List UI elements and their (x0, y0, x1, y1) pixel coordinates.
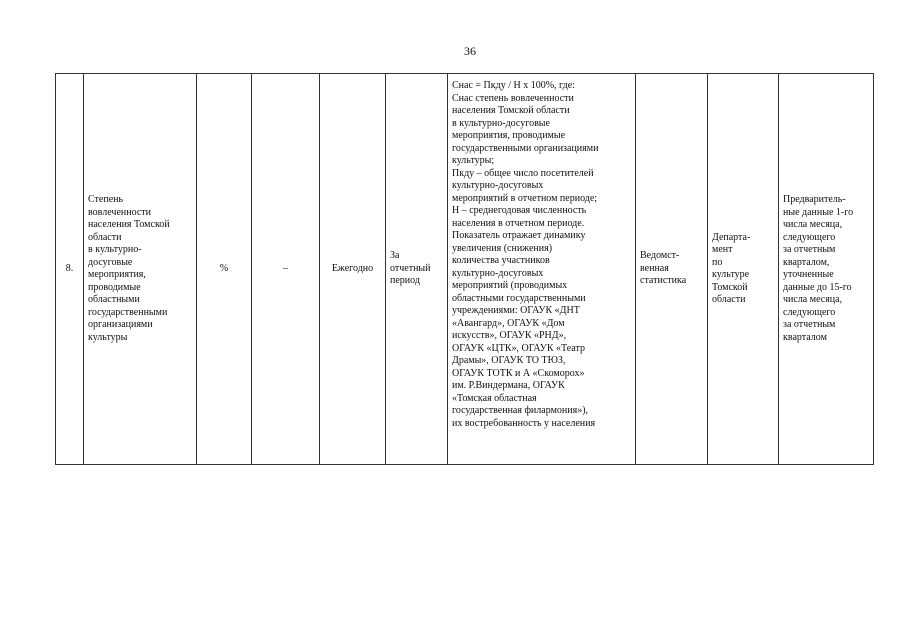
department-line: Департа- (712, 231, 751, 243)
responsible-department-cell (708, 74, 779, 465)
method-line: мероприятия, проводимые (452, 130, 566, 141)
frequency-value: Ежегодно (331, 262, 374, 274)
source-line: статистика (640, 275, 687, 287)
indicator-name-line: проводимые (88, 281, 141, 293)
method-line: в культурно-досуговые (452, 117, 550, 129)
department-line: по (712, 256, 723, 268)
source-line: венная (640, 262, 669, 274)
dash-value: – (283, 262, 288, 274)
method-line: мероприятий (проводимых (452, 280, 568, 291)
method-line: количества участников (452, 255, 550, 266)
method-line: Драмы», ОГАУК ТО ТЮЗ, (452, 355, 566, 366)
deadline-line: кварталом (783, 331, 827, 343)
frequency-cell (320, 74, 386, 465)
indicator-name-line: области (88, 231, 122, 243)
row-number-cell (56, 74, 84, 465)
deadline-cell (779, 74, 874, 465)
indicator-name-line: досуговые (88, 256, 133, 268)
method-line: Н – среднегодовая численность (452, 205, 587, 216)
deadline-line: следующего (783, 306, 836, 318)
indicator-name-line: культуры (88, 331, 128, 343)
period-cell (386, 74, 448, 465)
indicator-name-line: Степень (88, 194, 124, 205)
indicator-name-line: организациями (88, 319, 153, 330)
period-line: За (390, 250, 400, 262)
method-line: государственными организациями (452, 142, 599, 154)
unit-value: % (219, 262, 229, 274)
indicator-name-line: в культурно- (88, 244, 142, 255)
method-line: увеличения (снижения) (452, 242, 553, 254)
method-line: «Авангард», ОГАУК «Дом (452, 317, 565, 329)
method-line: культуры; (452, 155, 495, 166)
indicator-name-line: мероприятия, (88, 269, 146, 280)
method-line: учреждениями: ОГАУК «ДНТ (452, 305, 580, 316)
table-row (56, 74, 874, 465)
department-line: мент (712, 244, 733, 255)
deadline-line: следующего (783, 231, 836, 243)
deadline-line: числа месяца, (783, 294, 843, 305)
indicator-name-cell (84, 74, 197, 465)
method-line: культурно-досуговых (452, 180, 544, 191)
department-line: культуре (712, 269, 750, 280)
dash-cell (252, 74, 320, 465)
method-line: ОГАУК «ЦТК», ОГАУК «Театр (452, 342, 585, 354)
method-line: их востребованность у населения (452, 417, 596, 429)
indicator-name-line: государственными (88, 306, 168, 318)
deadline-line: за отчетным (783, 244, 836, 255)
deadline-line: данные до 15-го (783, 281, 852, 293)
method-line: им. Р.Виндермана, ОГАУК (452, 380, 565, 391)
method-line: населения Томской области (452, 105, 570, 116)
method-line: «Томская областная (452, 392, 537, 404)
department-line: области (712, 294, 746, 305)
indicator-name-line: областными (88, 294, 140, 305)
period-line: отчетный (390, 262, 431, 274)
method-line: Снас степень вовлеченности (452, 92, 574, 104)
method-line: областными государственными (452, 292, 586, 304)
deadline-line: за отчетным (783, 319, 836, 330)
method-line: мероприятий в отчетном периоде; (452, 192, 598, 204)
unit-cell (197, 74, 252, 465)
deadline-line: уточненные (783, 269, 834, 280)
department-line: Томской (712, 281, 748, 293)
deadline-line: числа месяца, (783, 219, 843, 230)
method-line: населения в отчетном периоде. (452, 217, 585, 229)
indicator-name-line: вовлеченности (88, 206, 152, 218)
method-line: Показатель отражает динамику (452, 230, 586, 241)
calculation-method-cell (448, 74, 636, 465)
period-line: период (390, 275, 420, 287)
page-number: 36 (464, 44, 476, 58)
deadline-line: Предваритель- (783, 194, 846, 205)
deadline-line: ные данные 1-го (783, 206, 854, 218)
indicator-name-line: населения Томской (88, 219, 170, 230)
data-source-cell (636, 74, 708, 465)
method-line: Снас = Пкду / Н х 100%, где: (452, 80, 575, 91)
method-line: Пкду – общее число посетителей (452, 167, 594, 179)
method-line: ОГАУК ТОТК и А «Скоморох» (452, 367, 585, 379)
method-line: искусств», ОГАУК «РНД», (452, 330, 567, 341)
indicator-table (55, 73, 874, 465)
row-number: 8. (65, 262, 74, 274)
source-line: Ведомст- (640, 250, 680, 262)
deadline-line: кварталом, (783, 256, 830, 268)
method-line: государственная филармония»), (452, 405, 589, 416)
method-line: культурно-досуговых (452, 267, 544, 279)
